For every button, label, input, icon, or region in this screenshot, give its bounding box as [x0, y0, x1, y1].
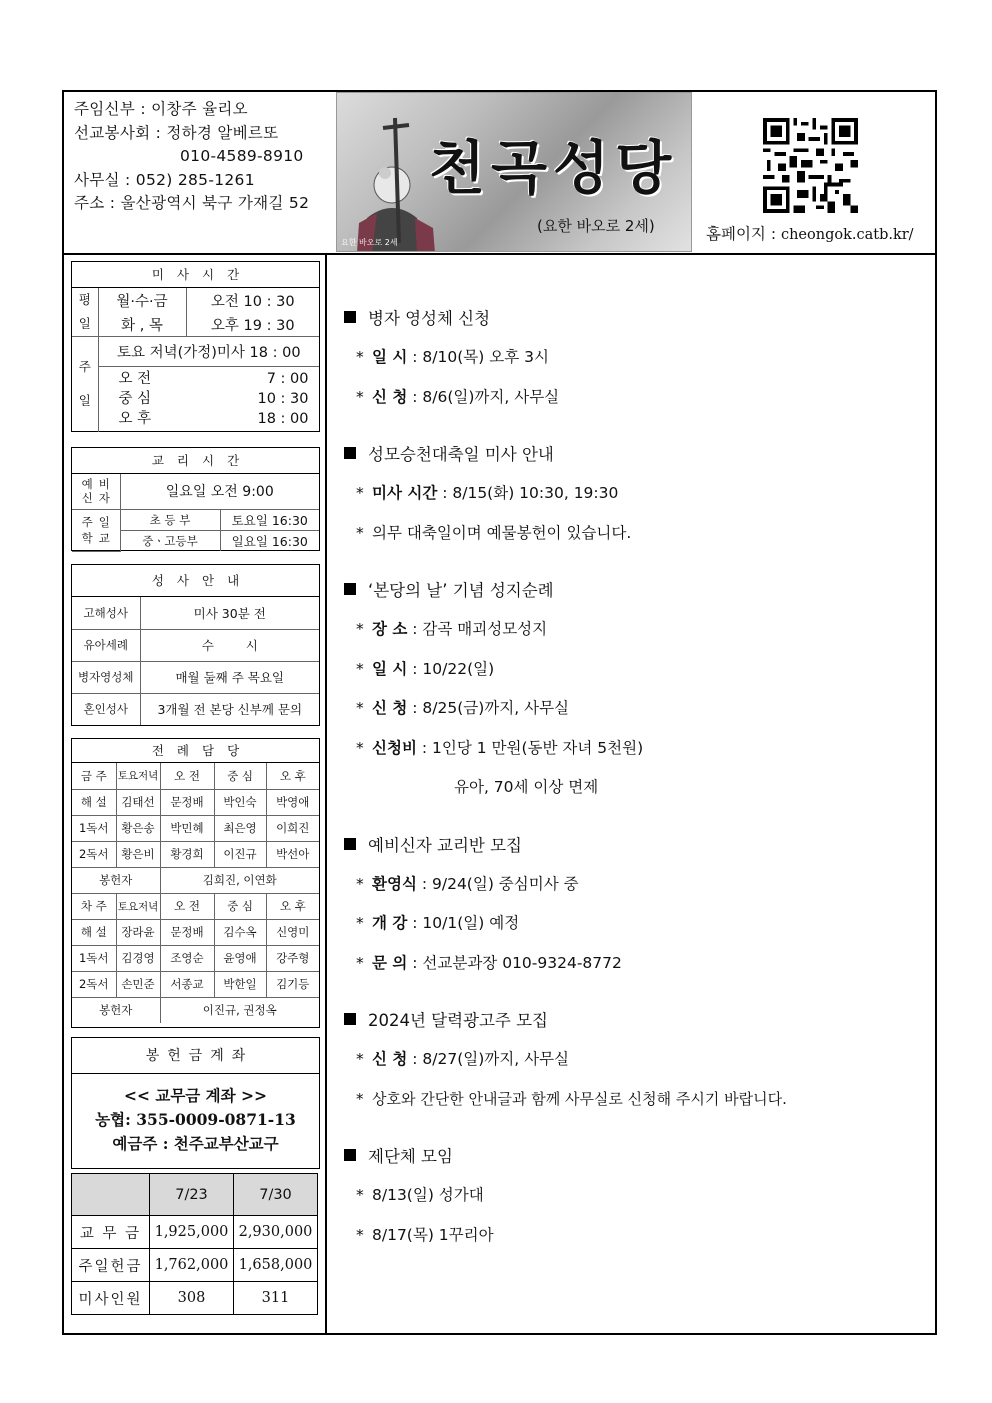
notice-key: 일 시 [372, 348, 408, 366]
liturgy-week-label: 금 주 [72, 763, 116, 789]
notices [344, 299, 934, 1273]
star-bullet-icon: * [356, 387, 364, 406]
star-bullet-icon: * [356, 914, 364, 932]
notice-key: 신 청 [372, 387, 408, 406]
star-bullet-icon: * [356, 1225, 364, 1244]
liturgy-col-header: 오 후 [266, 763, 319, 789]
sacrament-name: 혼인성사 [72, 693, 140, 725]
notice-key: 문 의 [372, 953, 408, 972]
donation-account-box [71, 1037, 320, 1169]
notice-key: 신 청 [372, 699, 408, 717]
notice-item [344, 689, 934, 729]
notice-item-continuation: 유아, 70세 이상 면제 [454, 778, 599, 796]
liturgy-person: 장라윤 [116, 919, 160, 945]
liturgy-col-header: 중 심 [214, 893, 266, 919]
liturgy-col-header: 오 전 [160, 893, 214, 919]
notice-item [344, 474, 934, 514]
star-bullet-icon: * [356, 484, 364, 502]
catechism-title: 교리시간 [72, 448, 319, 474]
saturday-mass: 토요 저녁(가정)미사 18 : 00 [98, 337, 319, 367]
star-bullet-icon: * [356, 620, 364, 638]
catechism-box [71, 447, 320, 551]
liturgy-person: 황은송 [116, 815, 160, 841]
liturgy-week-label: 차 주 [72, 893, 116, 919]
liturgy-person: 박민혜 [160, 815, 214, 841]
liturgy-col-header: 토요저녁 [116, 893, 160, 919]
notice-key: 신 청 [372, 1050, 408, 1068]
sacrament-name: 유아세례 [72, 629, 140, 661]
liturgy-person: 서종교 [160, 971, 214, 997]
notice-item [344, 944, 934, 984]
notice-title-text: 병자 영성체 신청 [368, 309, 491, 328]
sunday-mass-time: 10 : 30 [257, 391, 309, 408]
square-bullet-icon [344, 1149, 356, 1161]
notice-item [344, 1216, 934, 1256]
sunday-mass-time: 7 : 00 [266, 371, 309, 388]
sunday-label: 주일 [72, 337, 98, 432]
weekday-time: 오후 19 : 30 [186, 313, 319, 336]
notice-title-text: ‘본당의 날’ 기념 성지순례 [368, 581, 554, 600]
notice-value: : 10/1(일) 예정 [407, 914, 520, 932]
notice-section [344, 571, 934, 808]
notice-value: : 8/25(금)까지, 사무실 [407, 699, 570, 717]
council-line: 선교봉사회 : 정하경 알베르또 [74, 123, 279, 142]
finance-corner [72, 1174, 150, 1216]
notice-section [344, 299, 934, 417]
liturgy-person: 윤영애 [214, 945, 266, 971]
address-line: 주소 : 울산광역시 북구 가재길 52 [74, 194, 310, 212]
liturgy-role: 1독서 [72, 815, 116, 841]
liturgy-person: 이진규 [214, 841, 266, 867]
notice-key: 개 강 [372, 914, 408, 932]
catechumen-time: 일요일 오전 9:00 [120, 474, 319, 509]
liturgy-person: 김경영 [116, 945, 160, 971]
office-line: 사무실 : 052) 285-1261 [74, 170, 255, 189]
account-holder: 예금주 : 천주교부산교구 [112, 1134, 279, 1153]
star-bullet-icon: * [356, 659, 364, 678]
notice-title-text: 2024년 달력광고주 모집 [368, 1011, 548, 1030]
liturgy-col-header: 오 전 [160, 763, 214, 789]
notice-item [344, 650, 934, 690]
offertory-names: 김희진, 이연화 [160, 867, 319, 893]
notice-section [344, 435, 934, 553]
notice-item [344, 865, 934, 905]
notice-value: 8/13(일) 성가대 [372, 1186, 484, 1204]
notice-value: 의무 대축일이며 예물봉헌이 있습니다. [372, 523, 632, 542]
liturgy-person: 황경희 [160, 841, 214, 867]
church-info [74, 98, 336, 216]
square-bullet-icon [344, 838, 356, 850]
notice-title [344, 826, 934, 865]
school-time: 토요일 16:30 [220, 509, 319, 530]
sacrament-info: 매월 둘째 주 목요일 [140, 661, 319, 693]
square-bullet-icon [344, 447, 356, 459]
notice-value: : 10/22(일) [407, 659, 495, 678]
bulletin-frame [62, 90, 937, 1335]
notice-section [344, 1001, 934, 1119]
liturgy-col-header: 오 후 [266, 893, 319, 919]
notice-key: 일 시 [372, 659, 408, 678]
catechumen-label: 예비 신자 [72, 474, 120, 509]
notice-item [344, 1080, 934, 1120]
liturgy-person: 문정배 [160, 789, 214, 815]
weekday-time: 오전 10 : 30 [186, 288, 319, 313]
notice-value: : 1인당 1 만원(동반 자녀 5천원) [416, 738, 644, 757]
notice-title [344, 299, 934, 338]
notice-title [344, 571, 934, 610]
finance-table [71, 1173, 318, 1315]
finance-label: 미사인원 [72, 1282, 150, 1315]
liturgy-person: 황은비 [116, 841, 160, 867]
star-bullet-icon: * [356, 348, 364, 366]
liturgy-person: 박영애 [266, 789, 319, 815]
sunday-school-label: 주일 학교 [72, 509, 120, 551]
liturgy-person: 조영순 [160, 945, 214, 971]
sacraments-title: 성사안내 [72, 565, 319, 597]
qr-code-icon[interactable] [763, 118, 858, 213]
council-phone: 010-4589-8910 [180, 147, 304, 165]
liturgy-person: 박한일 [214, 971, 266, 997]
liturgy-person: 김태선 [116, 789, 160, 815]
finance-date: 7/23 [150, 1174, 234, 1216]
notice-key: 장 소 [372, 620, 408, 638]
finance-value: 1,762,000 [150, 1249, 234, 1282]
notice-title [344, 435, 934, 474]
offertory-label: 봉헌자 [72, 867, 160, 893]
liturgy-person: 신영미 [266, 919, 319, 945]
star-bullet-icon: * [356, 699, 364, 717]
finance-date: 7/30 [234, 1174, 318, 1216]
sacrament-name: 병자영성체 [72, 661, 140, 693]
notice-key: 미사 시간 [372, 484, 438, 502]
patron-saint: (요한 바오로 2세) [537, 217, 655, 235]
star-bullet-icon: * [356, 1089, 364, 1108]
notice-title [344, 1137, 934, 1176]
notice-item [344, 514, 934, 554]
finance-value: 2,930,000 [234, 1216, 318, 1249]
notice-item [344, 378, 934, 418]
liturgy-role: 해 설 [72, 789, 116, 815]
liturgy-person: 이희진 [266, 815, 319, 841]
notice-value: : 9/24(일) 중심미사 중 [416, 874, 579, 893]
weekday-label: 평일 [72, 288, 98, 337]
sacrament-info: 수 시 [140, 629, 319, 661]
notice-value: 상호와 간단한 안내글과 함께 사무실로 신청해 주시기 바랍니다. [372, 1089, 787, 1108]
square-bullet-icon [344, 1013, 356, 1025]
liturgy-person: 문정배 [160, 919, 214, 945]
notice-title-text: 제단체 모임 [368, 1147, 453, 1166]
finance-label: 교 무 금 [72, 1216, 150, 1249]
finance-value: 311 [234, 1282, 318, 1315]
donation-title: 봉헌금계좌 [72, 1038, 319, 1074]
sunday-mass-name: 오 후 [118, 411, 152, 428]
mass-times-box [71, 261, 320, 432]
liturgy-role: 2독서 [72, 971, 116, 997]
liturgy-box [71, 738, 320, 1028]
pastor-line: 주임신부 : 이창주 율리오 [74, 100, 248, 118]
weekday-days: 월·수·금 [98, 288, 186, 313]
liturgy-title: 전례담당 [72, 739, 319, 763]
liturgy-person: 최은영 [214, 815, 266, 841]
offertory-label: 봉헌자 [72, 997, 160, 1023]
notice-value: : 8/27(일)까지, 사무실 [407, 1050, 570, 1068]
weekday-days: 화 , 목 [98, 313, 186, 336]
star-bullet-icon: * [356, 523, 364, 542]
star-bullet-icon: * [356, 738, 364, 757]
liturgy-role: 2독서 [72, 841, 116, 867]
notice-item [344, 1040, 934, 1080]
notice-value: : 감곡 매괴성모성지 [407, 620, 548, 638]
church-banner [336, 92, 692, 252]
sunday-mass-name: 오 전 [118, 371, 152, 388]
sacraments-box [71, 564, 320, 726]
school-time: 일요일 16:30 [220, 530, 319, 551]
sacrament-info: 미사 30분 전 [140, 597, 319, 629]
sunday-mass-time: 18 : 00 [257, 411, 309, 428]
homepage [706, 222, 914, 244]
liturgy-role: 1독서 [72, 945, 116, 971]
homepage-label: 홈페이지 : [706, 225, 781, 243]
liturgy-role: 해 설 [72, 919, 116, 945]
sunday-mass-list [98, 367, 319, 432]
finance-label: 주일헌금 [72, 1249, 150, 1282]
liturgy-person: 강주형 [266, 945, 319, 971]
star-bullet-icon: * [356, 1050, 364, 1068]
column-divider [325, 255, 327, 1335]
notice-item [344, 610, 934, 650]
square-bullet-icon [344, 583, 356, 595]
notice-value: : 8/6(일)까지, 사무실 [407, 387, 560, 406]
square-bullet-icon [344, 311, 356, 323]
notice-item [344, 729, 934, 769]
offertory-names: 이진규, 권정옥 [160, 997, 319, 1023]
notice-value: : 8/15(화) 10:30, 19:30 [437, 484, 619, 502]
banner-caption: 요한 바오로 2세 [341, 238, 398, 247]
notice-title-text: 성모승천대축일 미사 안내 [368, 445, 554, 464]
finance-value: 1,658,000 [234, 1249, 318, 1282]
notice-value: : 선교분과장 010-9324-8772 [407, 953, 622, 972]
header [64, 92, 935, 255]
star-bullet-icon: * [356, 953, 364, 972]
sacrament-name: 고해성사 [72, 597, 140, 629]
sunday-mass-name: 중 심 [118, 391, 152, 408]
notice-section [344, 826, 934, 984]
notice-item [344, 1176, 934, 1216]
finance-value: 308 [150, 1282, 234, 1315]
notice-key: 환영식 [372, 874, 417, 893]
notice-value: 8/17(목) 1꾸리아 [372, 1225, 494, 1244]
liturgy-person: 김수옥 [214, 919, 266, 945]
notice-title [344, 1001, 934, 1040]
finance-value: 1,925,000 [150, 1216, 234, 1249]
liturgy-col-header: 토요저녁 [116, 763, 160, 789]
school-grade: 초 등 부 [120, 509, 220, 530]
notice-item [344, 338, 934, 378]
bank-account: 농협: 355-0009-0871-13 [95, 1110, 296, 1129]
star-bullet-icon: * [356, 1186, 364, 1204]
sacrament-info: 3개월 전 본당 신부께 문의 [140, 693, 319, 725]
liturgy-person: 박선아 [266, 841, 319, 867]
liturgy-col-header: 중 심 [214, 763, 266, 789]
notice-section [344, 1137, 934, 1255]
mass-times-title: 미사시간 [72, 262, 319, 288]
donation-heading: << 교무금 계좌 >> [123, 1086, 267, 1105]
star-bullet-icon: * [356, 874, 364, 893]
school-grade: 중ㆍ고등부 [120, 530, 220, 551]
liturgy-person: 박인숙 [214, 789, 266, 815]
liturgy-person: 손민준 [116, 971, 160, 997]
notice-key: 신청비 [372, 738, 417, 757]
liturgy-person: 김기등 [266, 971, 319, 997]
notice-item [344, 904, 934, 944]
notice-title-text: 예비신자 교리반 모집 [368, 835, 522, 855]
church-name: 천곡성당 [429, 134, 678, 202]
homepage-link[interactable]: cheongok.catb.kr/ [780, 227, 914, 243]
notice-value: : 8/10(목) 오후 3시 [407, 348, 549, 366]
